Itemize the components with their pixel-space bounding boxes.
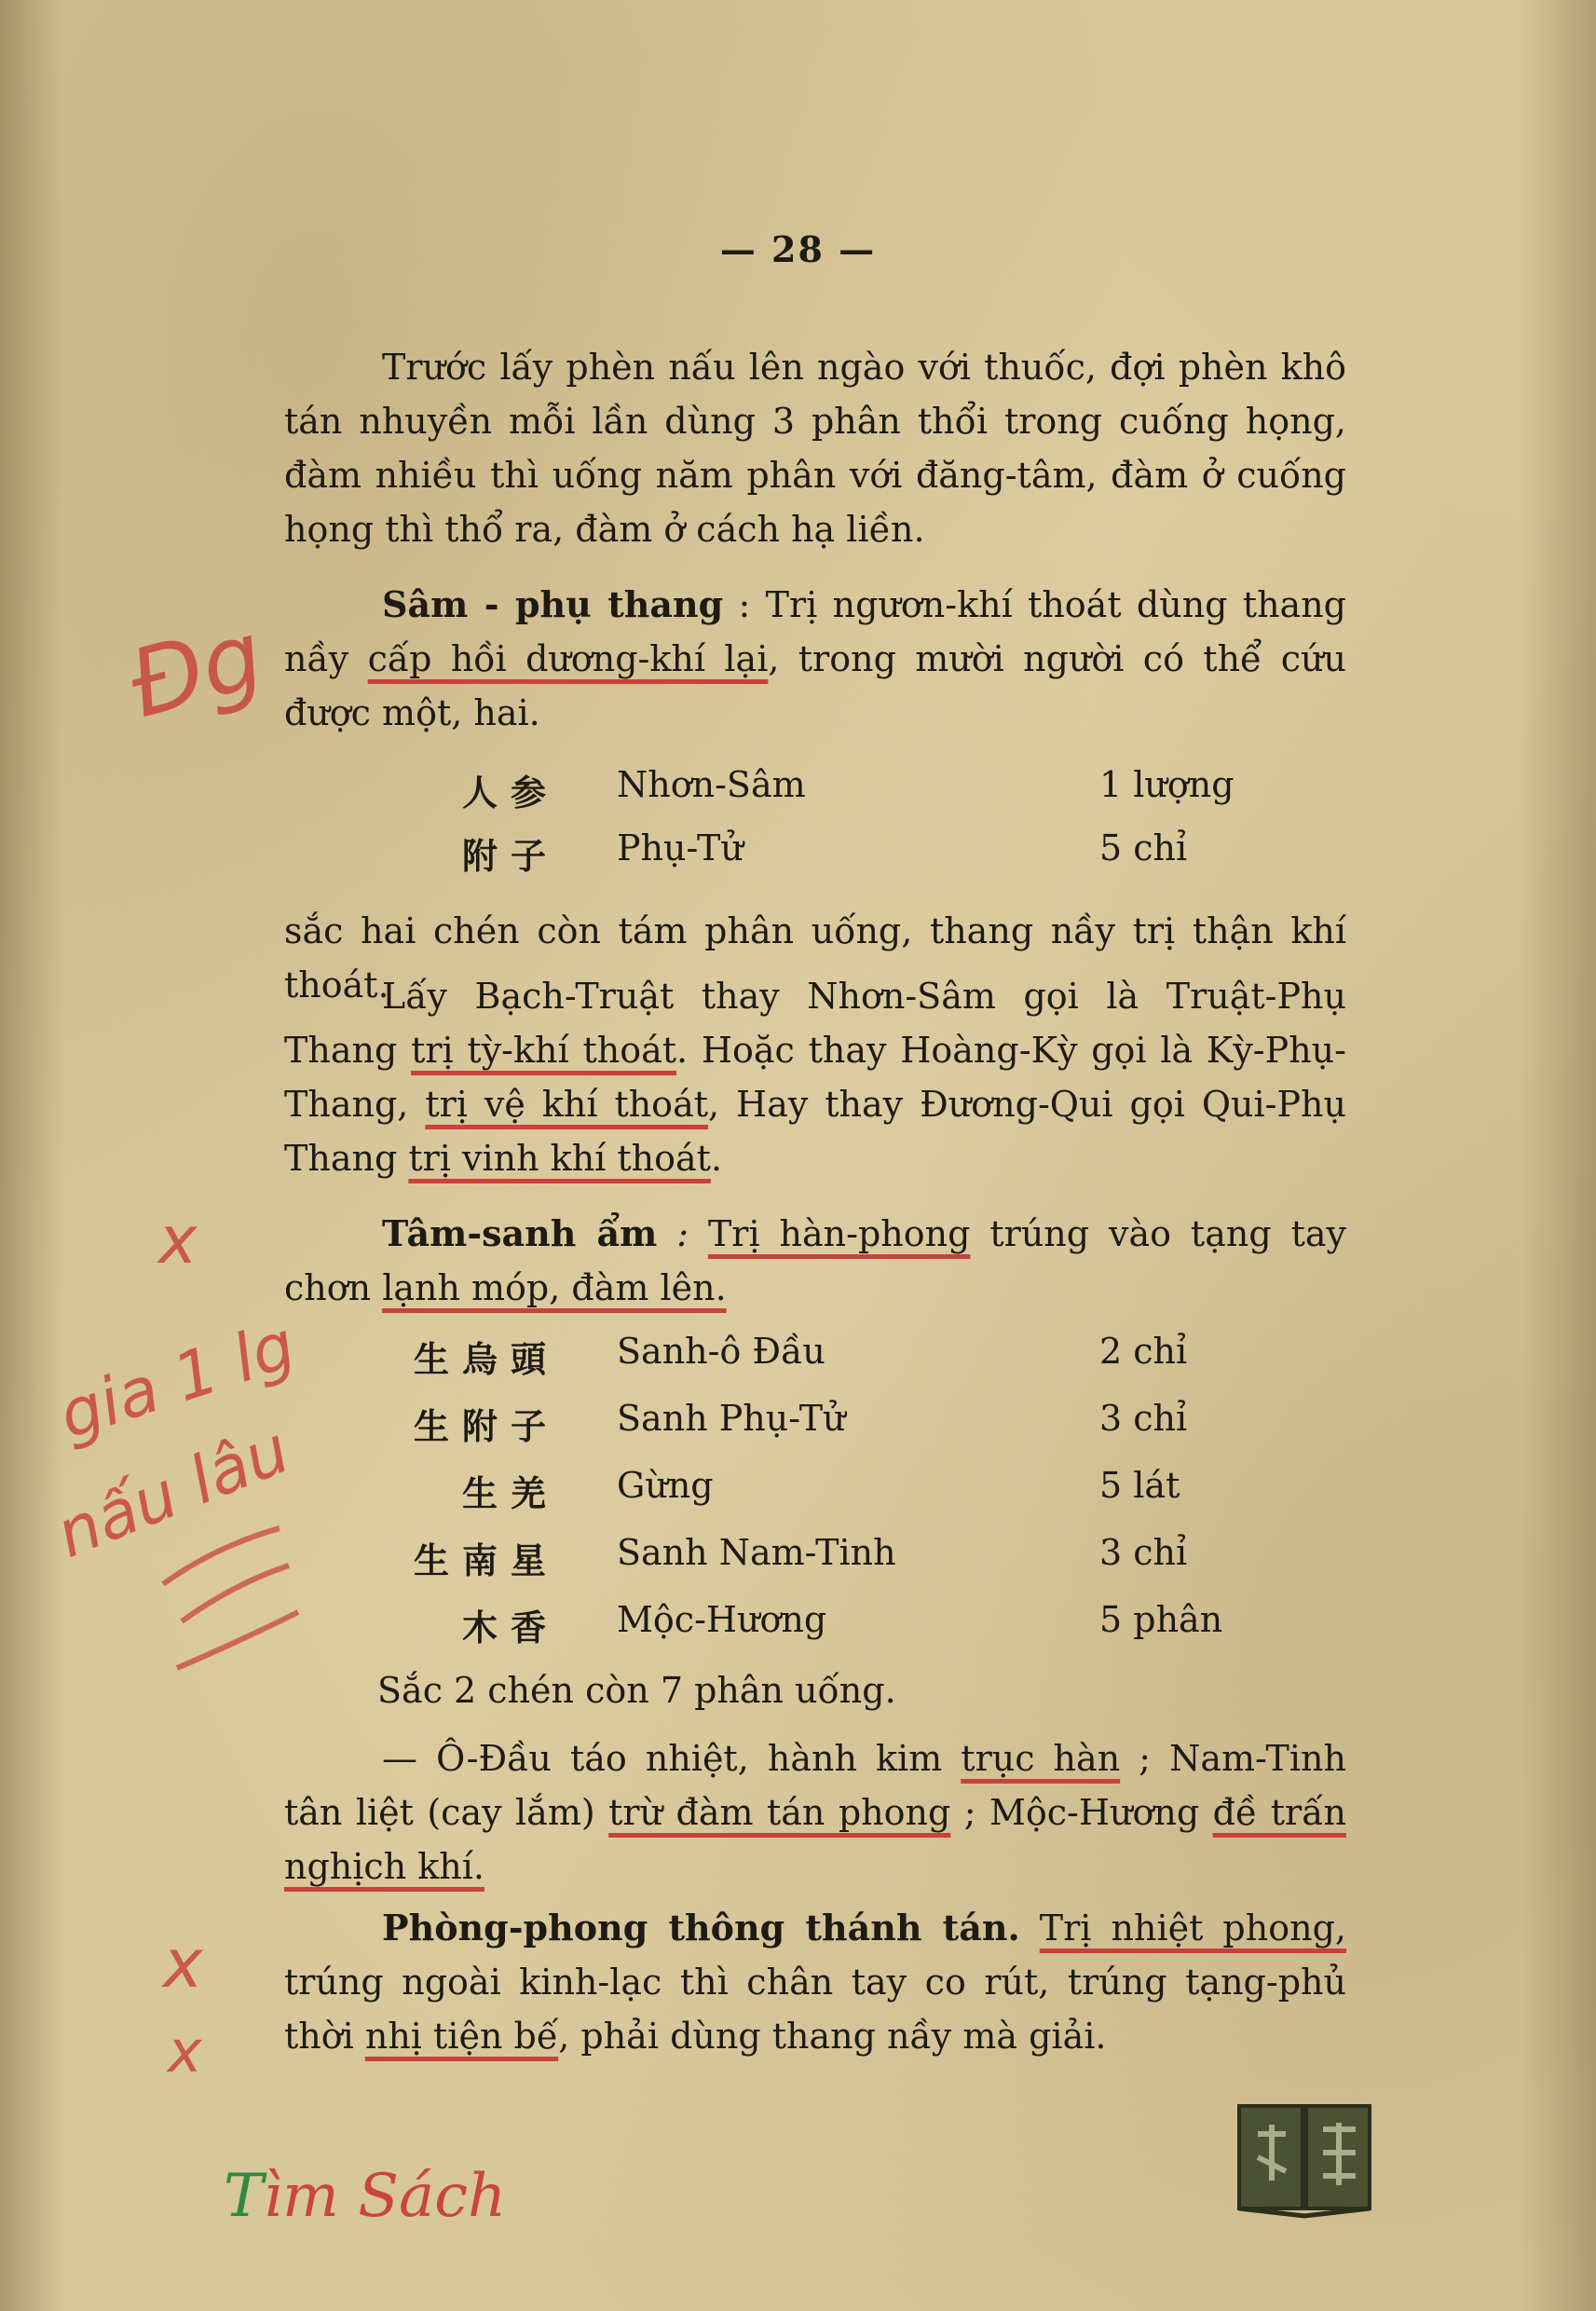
- underlined-phrase: lạnh móp, đàm lên.: [382, 1267, 727, 1308]
- ingredient-quantity: 5 lát: [1099, 1465, 1180, 1506]
- book-icon: [1235, 2097, 1374, 2222]
- chinese-characters: 附子: [461, 836, 559, 877]
- handwritten-annotation: Đg: [118, 599, 274, 740]
- paragraph-4-text-d: .: [710, 1138, 723, 1179]
- paragraph-5-text-b: trúng vào tạng tay chơn: [284, 1213, 1346, 1308]
- underlined-phrase: trị tỳ-khí thoát: [411, 1030, 676, 1071]
- section-title-sam-phu-thang: Sâm - phụ thang: [382, 583, 724, 625]
- watermark-logo-rest: ìm Sách: [263, 2162, 507, 2231]
- chinese-characters: 生南星: [413, 1540, 559, 1581]
- chinese-characters: 生附子: [413, 1406, 559, 1447]
- underlined-phrase: trục hàn: [961, 1738, 1121, 1779]
- paragraph-4-text-a: Lấy Bạch-Truật thay Nhơn-Sâm gọi là Truật-Phụ Thang: [284, 976, 1346, 1071]
- ingredient-name: Sanh Phụ-Tử: [617, 1398, 846, 1439]
- ingredient-name: Phụ-Tử: [617, 827, 743, 868]
- handwritten-annotation: gia 1 lg: [49, 1306, 305, 1455]
- underlined-phrase: Trị hàn-phong: [707, 1213, 971, 1254]
- paragraph-2-text-b: , trong mười người có thể cứu được một, hai.: [284, 638, 1347, 733]
- ingredient-quantity: 3 chỉ: [1099, 1532, 1188, 1573]
- underlined-phrase: trừ đàm tán phong: [608, 1792, 951, 1833]
- underlined-phrase: trị vinh khí thoát: [408, 1138, 711, 1179]
- underlined-phrase: nhị tiện bế: [364, 2016, 559, 2057]
- paragraph-7-text-a: — Ô-Đầu táo nhiệt, hành kim: [382, 1738, 962, 1779]
- paragraph-5-text-a: :: [657, 1213, 708, 1254]
- ingredient-name: Sanh Nam-Tinh: [617, 1532, 896, 1573]
- underlined-phrase: Trị nhiệt phong,: [1039, 1908, 1346, 1949]
- watermark-logo: [224, 2162, 506, 2231]
- ingredient-name: Nhơn-Sâm: [617, 764, 806, 805]
- handwritten-annotation: nấu lâu: [46, 1411, 300, 1573]
- ingredient-quantity: 1 lượng: [1099, 764, 1235, 805]
- ingredient-name: Mộc-Hương: [617, 1599, 827, 1640]
- ingredient-name: Sanh-ô Đầu: [617, 1331, 825, 1372]
- page-number: — 28 —: [719, 228, 877, 270]
- paragraph-7-text-c: ; Mộc-Hương: [950, 1792, 1213, 1833]
- chinese-characters: 生烏頭: [413, 1339, 559, 1380]
- chinese-characters: 生羌: [461, 1473, 559, 1514]
- ingredient-name: Gừng: [617, 1465, 714, 1506]
- handwritten-mark: x: [163, 1924, 203, 2003]
- paragraph-3-text: sắc hai chén còn tám phân uống, thang nầy trị thận khí thoát.: [284, 910, 1346, 1005]
- paragraph-2-text-a: : Trị ngươn-khí thoát dùng thang nầy: [284, 584, 1347, 679]
- paragraph-1-text: Trước lấy phèn nấu lên ngào với thuốc, đợi phèn khô tán nhuyền mỗi lần dùng 3 phân thổi trong cuống họng, đàm nhiều thì uống năm phân với đăng-tâm, đàm ở cuống họng thì thổ ra, đàm ở cách hạ liền.: [284, 347, 1346, 550]
- paragraph-6-text: Sắc 2 chén còn 7 phân uống.: [377, 1670, 896, 1711]
- paragraph-4-text-b: . Hoặc thay Hoàng-Kỳ gọi là Kỳ-Phụ-Thang,: [284, 1030, 1346, 1125]
- ingredient-quantity: 5 chỉ: [1099, 827, 1188, 868]
- ingredient-quantity: 3 chỉ: [1099, 1398, 1188, 1439]
- paragraph-8-text-b: trúng ngoài kinh-lạc thì chân tay co rút, trúng tạng-phủ thời: [284, 1962, 1346, 2057]
- section-title-tam-sanh-am: Tâm-sanh ẩm: [382, 1212, 658, 1254]
- underlined-phrase: đề trấn nghịch khí.: [284, 1792, 1346, 1887]
- underlined-phrase: cấp hồi dương-khí lại: [367, 638, 769, 679]
- ingredient-quantity: 2 chỉ: [1099, 1331, 1188, 1372]
- paragraph-4-text-c: , Hay thay Đương-Qui gọi Qui-Phụ Thang: [284, 1084, 1346, 1179]
- handwritten-mark: x: [168, 2017, 202, 2085]
- underlined-phrase: trị vệ khí thoát: [425, 1084, 708, 1125]
- handwritten-mark: x: [158, 1202, 198, 1279]
- section-title-phong-phong: Phòng-phong thông thánh tán.: [382, 1907, 1020, 1949]
- ingredient-quantity: 5 phân: [1099, 1599, 1223, 1640]
- paragraph-8-text-c: , phải dùng thang nầy mà giải.: [558, 2016, 1107, 2057]
- watermark-logo-t: T: [224, 2162, 264, 2231]
- chinese-characters: 人参: [461, 773, 559, 814]
- paragraph-7-text-b: ; Nam-Tinh tân liệt (cay lắm): [284, 1738, 1346, 1833]
- chinese-characters: 木香: [461, 1607, 559, 1648]
